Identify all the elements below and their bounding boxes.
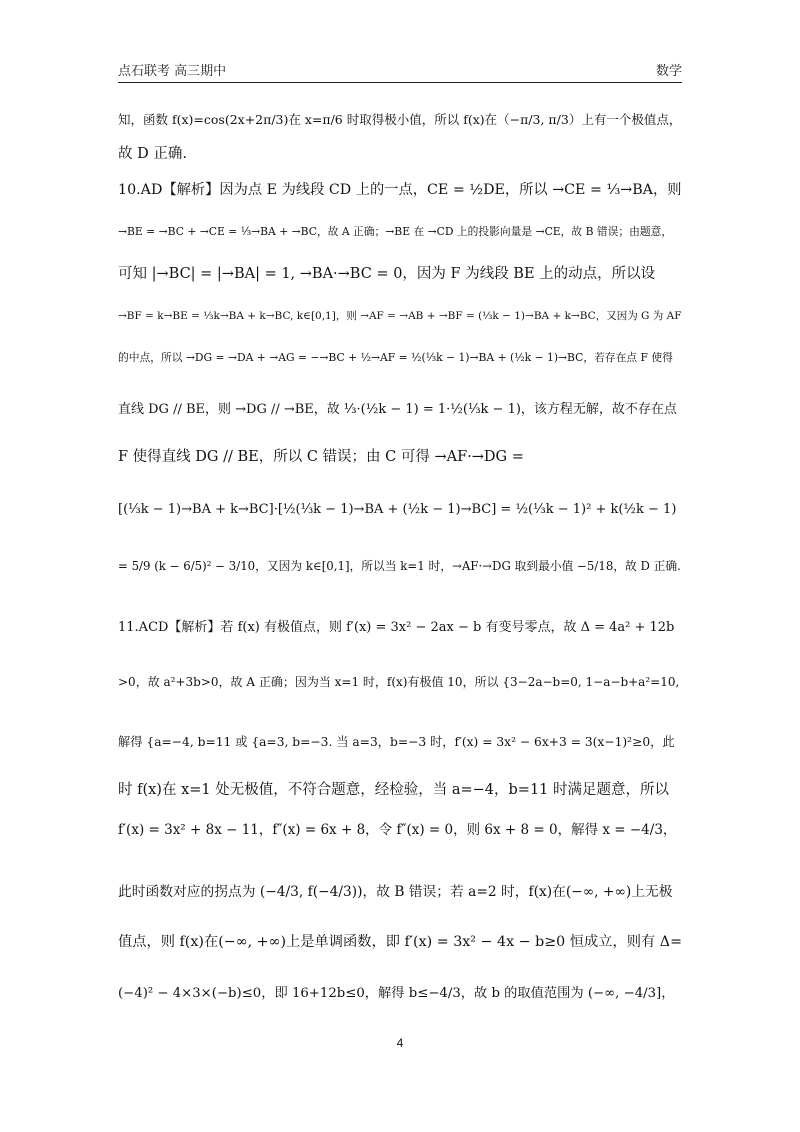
header-subject: 数学	[655, 64, 682, 79]
page-number: 4	[396, 1036, 404, 1050]
header-title: 点石联考 高三期中	[118, 64, 227, 79]
header-rule	[118, 82, 682, 83]
text-line: 10.AD【解析】因为点 E 为线段 CD 上的一点，CE = ½DE，所以 →CE = ⅓→BA，则	[118, 182, 682, 198]
text-line: 11.ACD【解析】若 f(x) 有极值点，则 f′(x) = 3x² − 2ax − b 有变号零点，故 Δ = 4a² + 12b	[118, 620, 675, 635]
text-line: f′(x) = 3x² + 8x − 11，f″(x) = 6x + 8，令 f″(x) = 0，则 6x + 8 = 0，解得 x = −4/3，	[118, 822, 677, 838]
text-line: 值点，则 f(x)在(−∞, +∞)上是单调函数，即 f′(x) = 3x² − 4x − b≥0 恒成立，则有 Δ=	[118, 934, 683, 950]
text-line: 时 f(x)在 x=1 处无极值，不符合题意，经检验，当 a=−4，b=11 时满足题意，所以	[118, 782, 670, 798]
text-line: (−4)² − 4×3×(−b)≤0，即 16+12b≤0，解得 b≤−4/3，故 b 的取值范围为 (−∞, −4/3]，	[118, 986, 675, 1001]
text-line: 故 D 正确.	[118, 146, 187, 162]
text-line: 解得 {a=−4, b=11 或 {a=3, b=−3. 当 a=3，b=−3 时，f′(x) = 3x² − 6x+3 = 3(x−1)²≥0，此	[118, 735, 675, 749]
text-line: 可知 |→BC| = |→BA| = 1, →BA·→BC = 0，因为 F 为线段 BE 上的动点，所以设	[118, 266, 656, 282]
text-line: = 5/9 (k − 6/5)² − 3/10，又因为 k∈[0,1]，所以当 k=1 时，→AF·→DG 取到最小值 −5/18，故 D 正确.	[118, 559, 681, 573]
text-line: [(⅓k − 1)→BA + k→BC]·[½(⅓k − 1)→BA + (½k − 1)→BC] = ½(⅓k − 1)² + k(½k − 1)	[118, 502, 677, 517]
text-line: >0，故 a²+3b>0，故 A 正确；因为当 x=1 时，f(x)有极值 10，所以 {3−2a−b=0, 1−a−b+a²=10,	[118, 675, 680, 689]
text-line: 直线 DG // BE，则 →DG // →BE，故 ⅓·(½k − 1) = 1·½(⅓k − 1)，该方程无解，故不存在点	[118, 402, 677, 417]
text-line: F 使得直线 DG // BE，所以 C 错误；由 C 可得 →AF·→DG =	[118, 449, 524, 465]
text-line: →BE = →BC + →CE = ⅓→BA + →BC，故 A 正确；→BE 在 →CD 上的投影向量是 →CE，故 B 错误；由题意，	[118, 225, 673, 238]
text-line: 此时函数对应的拐点为 (−4/3, f(−4/3))，故 B 错误；若 a=2 时，f(x)在(−∞, +∞)上无极	[118, 884, 673, 900]
text-line: 知，函数 f(x)=cos(2x+2π/3)在 x=π/6 时取得极小值，所以 f(x)在（−π/3, π/3）上有一个极值点，	[118, 112, 682, 127]
text-line: →BF = k→BE = ⅓k→BA + k→BC, k∈[0,1]，则 →AF = →AB + →BF = (⅓k − 1)→BA + k→BC，又因为 G 为 AF	[118, 310, 682, 322]
text-line: 的中点，所以 →DG = →DA + →AG = −→BC + ½→AF = ½(⅓k − 1)→BA + (½k − 1)→BC，若存在点 F 使得	[118, 351, 673, 364]
page-header	[118, 60, 682, 80]
